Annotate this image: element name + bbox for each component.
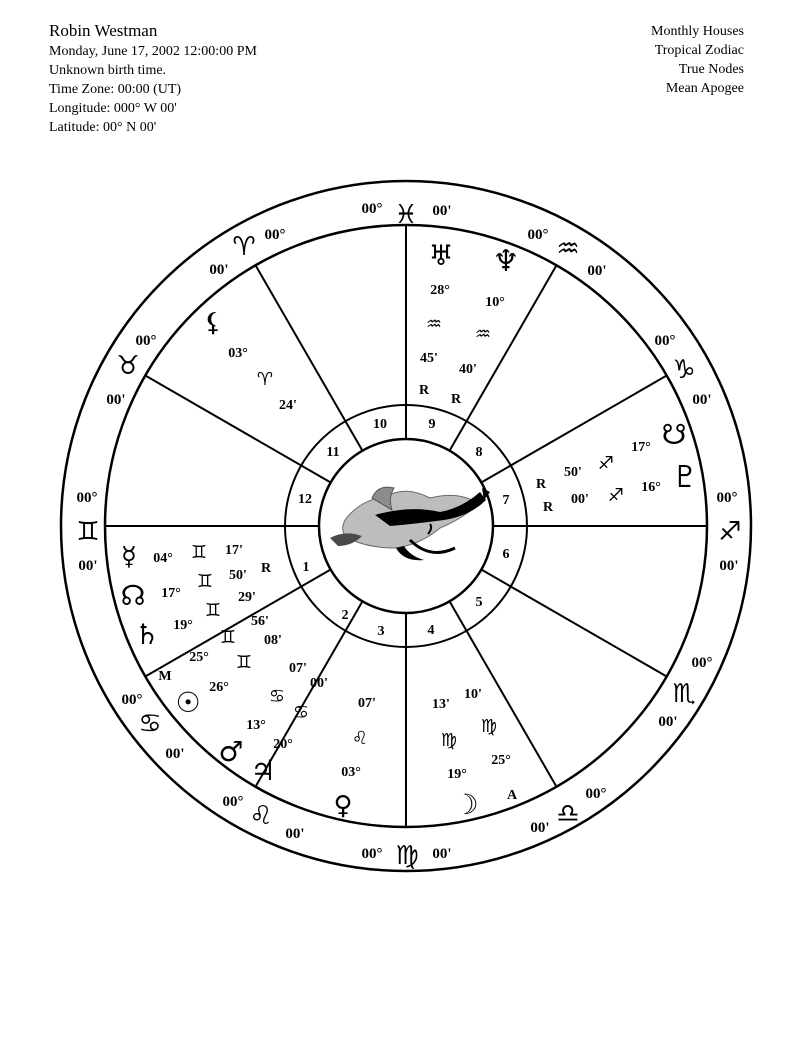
house-number-6: 6	[502, 547, 510, 562]
north-node-icon: ☊	[120, 579, 146, 612]
cusp-minute-gemini: 00'	[78, 558, 98, 574]
cusp-degree-taurus: 00°	[135, 333, 157, 349]
moon-degree: 19°	[447, 767, 467, 782]
longitude: Longitude: 000° W 00'	[49, 101, 177, 116]
south-node-icon: ☋	[661, 418, 687, 451]
midheaven-sign-icon: ♊	[219, 627, 237, 648]
mercury-icon: ☿	[121, 542, 137, 572]
moon-icon: ☽	[453, 788, 479, 821]
south-node-minute: 50'	[564, 465, 582, 480]
house-number-3: 3	[377, 624, 385, 639]
venus-sign-icon: ♌	[351, 728, 369, 749]
midheaven-degree: 25°	[189, 650, 209, 665]
north-node-sign-icon: ♊	[196, 571, 214, 592]
cusp-degree-cancer: 00°	[121, 692, 143, 708]
cusp-minute-cancer: 00'	[165, 746, 185, 762]
zodiac-type: Tropical Zodiac	[654, 43, 744, 58]
ascendant-icon: A	[506, 788, 518, 803]
south-node-degree: 17°	[631, 440, 651, 455]
neptune-retrograde: R	[450, 392, 462, 407]
person-name: Robin Westman	[49, 21, 158, 40]
cusp-line-12	[145, 376, 330, 483]
pluto-retrograde: R	[542, 500, 554, 515]
cusp-sign-pisces-icon: ♓	[394, 200, 418, 230]
pluto-icon: ♇	[671, 460, 699, 495]
lilith-icon: ⚸	[203, 308, 223, 338]
south-node-sign-icon: ♐	[597, 453, 615, 474]
cusp-sign-taurus-icon: ♉	[116, 351, 140, 381]
birth-time-note: Unknown birth time.	[49, 63, 167, 78]
cusp-sign-aries-icon: ♈	[232, 232, 256, 262]
cusp-minute-aries: 00'	[209, 262, 229, 278]
cusp-minute-leo: 00'	[285, 826, 305, 842]
ascendant-sign-icon: ♍	[480, 716, 498, 737]
latitude: Latitude: 00° N 00'	[49, 120, 157, 135]
mercury-sign-icon: ♊	[190, 542, 208, 563]
cusp-sign-capricorn-icon: ♑	[672, 355, 696, 385]
uranus-icon: ♅	[428, 239, 454, 272]
cusp-degree-virgo: 00°	[361, 846, 383, 862]
mercury-degree: 04°	[153, 551, 173, 566]
sun-sign-icon: ♊	[235, 652, 253, 673]
cusp-sign-libra-icon: ♎	[556, 799, 580, 829]
mars-icon: ♂	[218, 735, 244, 768]
pluto-sign-icon: ♐	[607, 485, 625, 506]
cusp-minute-scorpio: 00'	[658, 714, 678, 730]
saturn-sign-icon: ♊	[204, 600, 222, 621]
house-number-1: 1	[302, 560, 310, 575]
house-system: Monthly Houses	[651, 24, 744, 39]
lilith-sign-icon: ♈	[256, 369, 274, 390]
uranus-sign-icon: ♒	[425, 314, 443, 335]
cusp-sign-cancer-icon: ♋	[138, 709, 162, 739]
lilith-degree: 03°	[228, 346, 248, 361]
cusp-minute-aquarius: 00'	[587, 263, 607, 279]
venus-degree: 03°	[341, 765, 361, 780]
uranus-degree: 28°	[430, 283, 450, 298]
venus-icon: ♀	[333, 791, 353, 821]
cusp-sign-gemini-icon: ♊	[76, 517, 100, 547]
south-node-retrograde: R	[535, 477, 547, 492]
jupiter-sign-icon: ♋	[292, 702, 310, 723]
cusp-sign-leo-icon: ♌	[249, 801, 273, 831]
cusp-sign-virgo-icon: ♍	[395, 841, 419, 871]
moon-sign-icon: ♍	[440, 730, 458, 751]
moon-minute: 13'	[432, 697, 450, 712]
saturn-icon: ♄	[134, 618, 160, 651]
sun-minute: 08'	[264, 633, 282, 648]
uranus-retrograde: R	[418, 383, 430, 398]
chart-datetime: Monday, June 17, 2002 12:00:00 PM	[49, 44, 257, 59]
neptune-degree: 10°	[485, 295, 505, 310]
cusp-degree-capricorn: 00°	[654, 333, 676, 349]
cusp-line-6	[481, 570, 666, 677]
cusp-sign-aquarius-icon: ♒	[556, 234, 580, 264]
cusp-minute-virgo: 00'	[432, 846, 452, 862]
jupiter-icon: ♃	[250, 754, 276, 787]
cusp-degree-aries: 00°	[264, 227, 286, 243]
mars-minute: 07'	[289, 661, 307, 676]
cusp-degree-sagittarius: 00°	[716, 490, 738, 506]
cusp-sign-scorpio-icon: ♏	[672, 679, 696, 709]
house-number-9: 9	[428, 417, 436, 432]
cusp-minute-taurus: 00'	[106, 392, 126, 408]
cusp-degree-gemini: 00°	[76, 490, 98, 506]
mercury-minute: 17'	[225, 543, 243, 558]
cusp-degree-scorpio: 00°	[691, 655, 713, 671]
cusp-degree-aquarius: 00°	[527, 227, 549, 243]
sun-icon: ☉	[175, 686, 201, 719]
jupiter-degree: 20°	[273, 737, 293, 752]
house-number-2: 2	[341, 608, 349, 623]
cusp-degree-pisces: 00°	[361, 201, 383, 217]
dragon-illustration	[330, 487, 490, 560]
cusp-degree-libra: 00°	[585, 786, 607, 802]
house-number-7: 7	[502, 493, 510, 508]
house-number-4: 4	[427, 623, 435, 638]
house-number-10: 10	[373, 417, 387, 432]
cusp-degree-leo: 00°	[222, 794, 244, 810]
mars-degree: 13°	[246, 718, 266, 733]
saturn-degree: 19°	[173, 618, 193, 633]
ascendant-minute: 10'	[464, 687, 482, 702]
ascendant-degree: 25°	[491, 753, 511, 768]
sun-degree: 26°	[209, 680, 229, 695]
cusp-sign-sagittarius-icon: ♐	[718, 517, 742, 547]
midheaven-icon: M	[158, 669, 172, 684]
north-node-degree: 17°	[161, 586, 181, 601]
cusp-line-9	[450, 265, 557, 450]
cusp-minute-sagittarius: 00'	[719, 558, 739, 574]
uranus-minute: 45'	[420, 351, 438, 366]
mars-sign-icon: ♋	[268, 686, 286, 707]
mercury-retrograde: R	[260, 561, 272, 576]
venus-minute: 07'	[358, 696, 376, 711]
midheaven-minute: 56'	[251, 614, 269, 629]
jupiter-minute: 00'	[310, 676, 328, 691]
neptune-icon: ♆	[492, 244, 520, 279]
cusp-minute-libra: 00'	[530, 820, 550, 836]
lilith-minute: 24'	[279, 398, 297, 413]
timezone: Time Zone: 00:00 (UT)	[49, 82, 182, 97]
cusp-line-11	[256, 265, 363, 450]
neptune-minute: 40'	[459, 362, 477, 377]
apogee-type: Mean Apogee	[665, 81, 744, 96]
pluto-degree: 16°	[641, 480, 661, 495]
house-number-5: 5	[475, 595, 483, 610]
house-number-11: 11	[326, 445, 340, 460]
node-type: True Nodes	[678, 62, 744, 77]
north-node-minute: 50'	[229, 568, 247, 583]
house-number-12: 12	[298, 492, 312, 507]
cusp-minute-capricorn: 00'	[692, 392, 712, 408]
saturn-minute: 29'	[238, 590, 256, 605]
cusp-minute-pisces: 00'	[432, 203, 452, 219]
pluto-minute: 00'	[571, 492, 589, 507]
house-number-8: 8	[475, 445, 483, 460]
neptune-sign-icon: ♒	[474, 324, 492, 345]
